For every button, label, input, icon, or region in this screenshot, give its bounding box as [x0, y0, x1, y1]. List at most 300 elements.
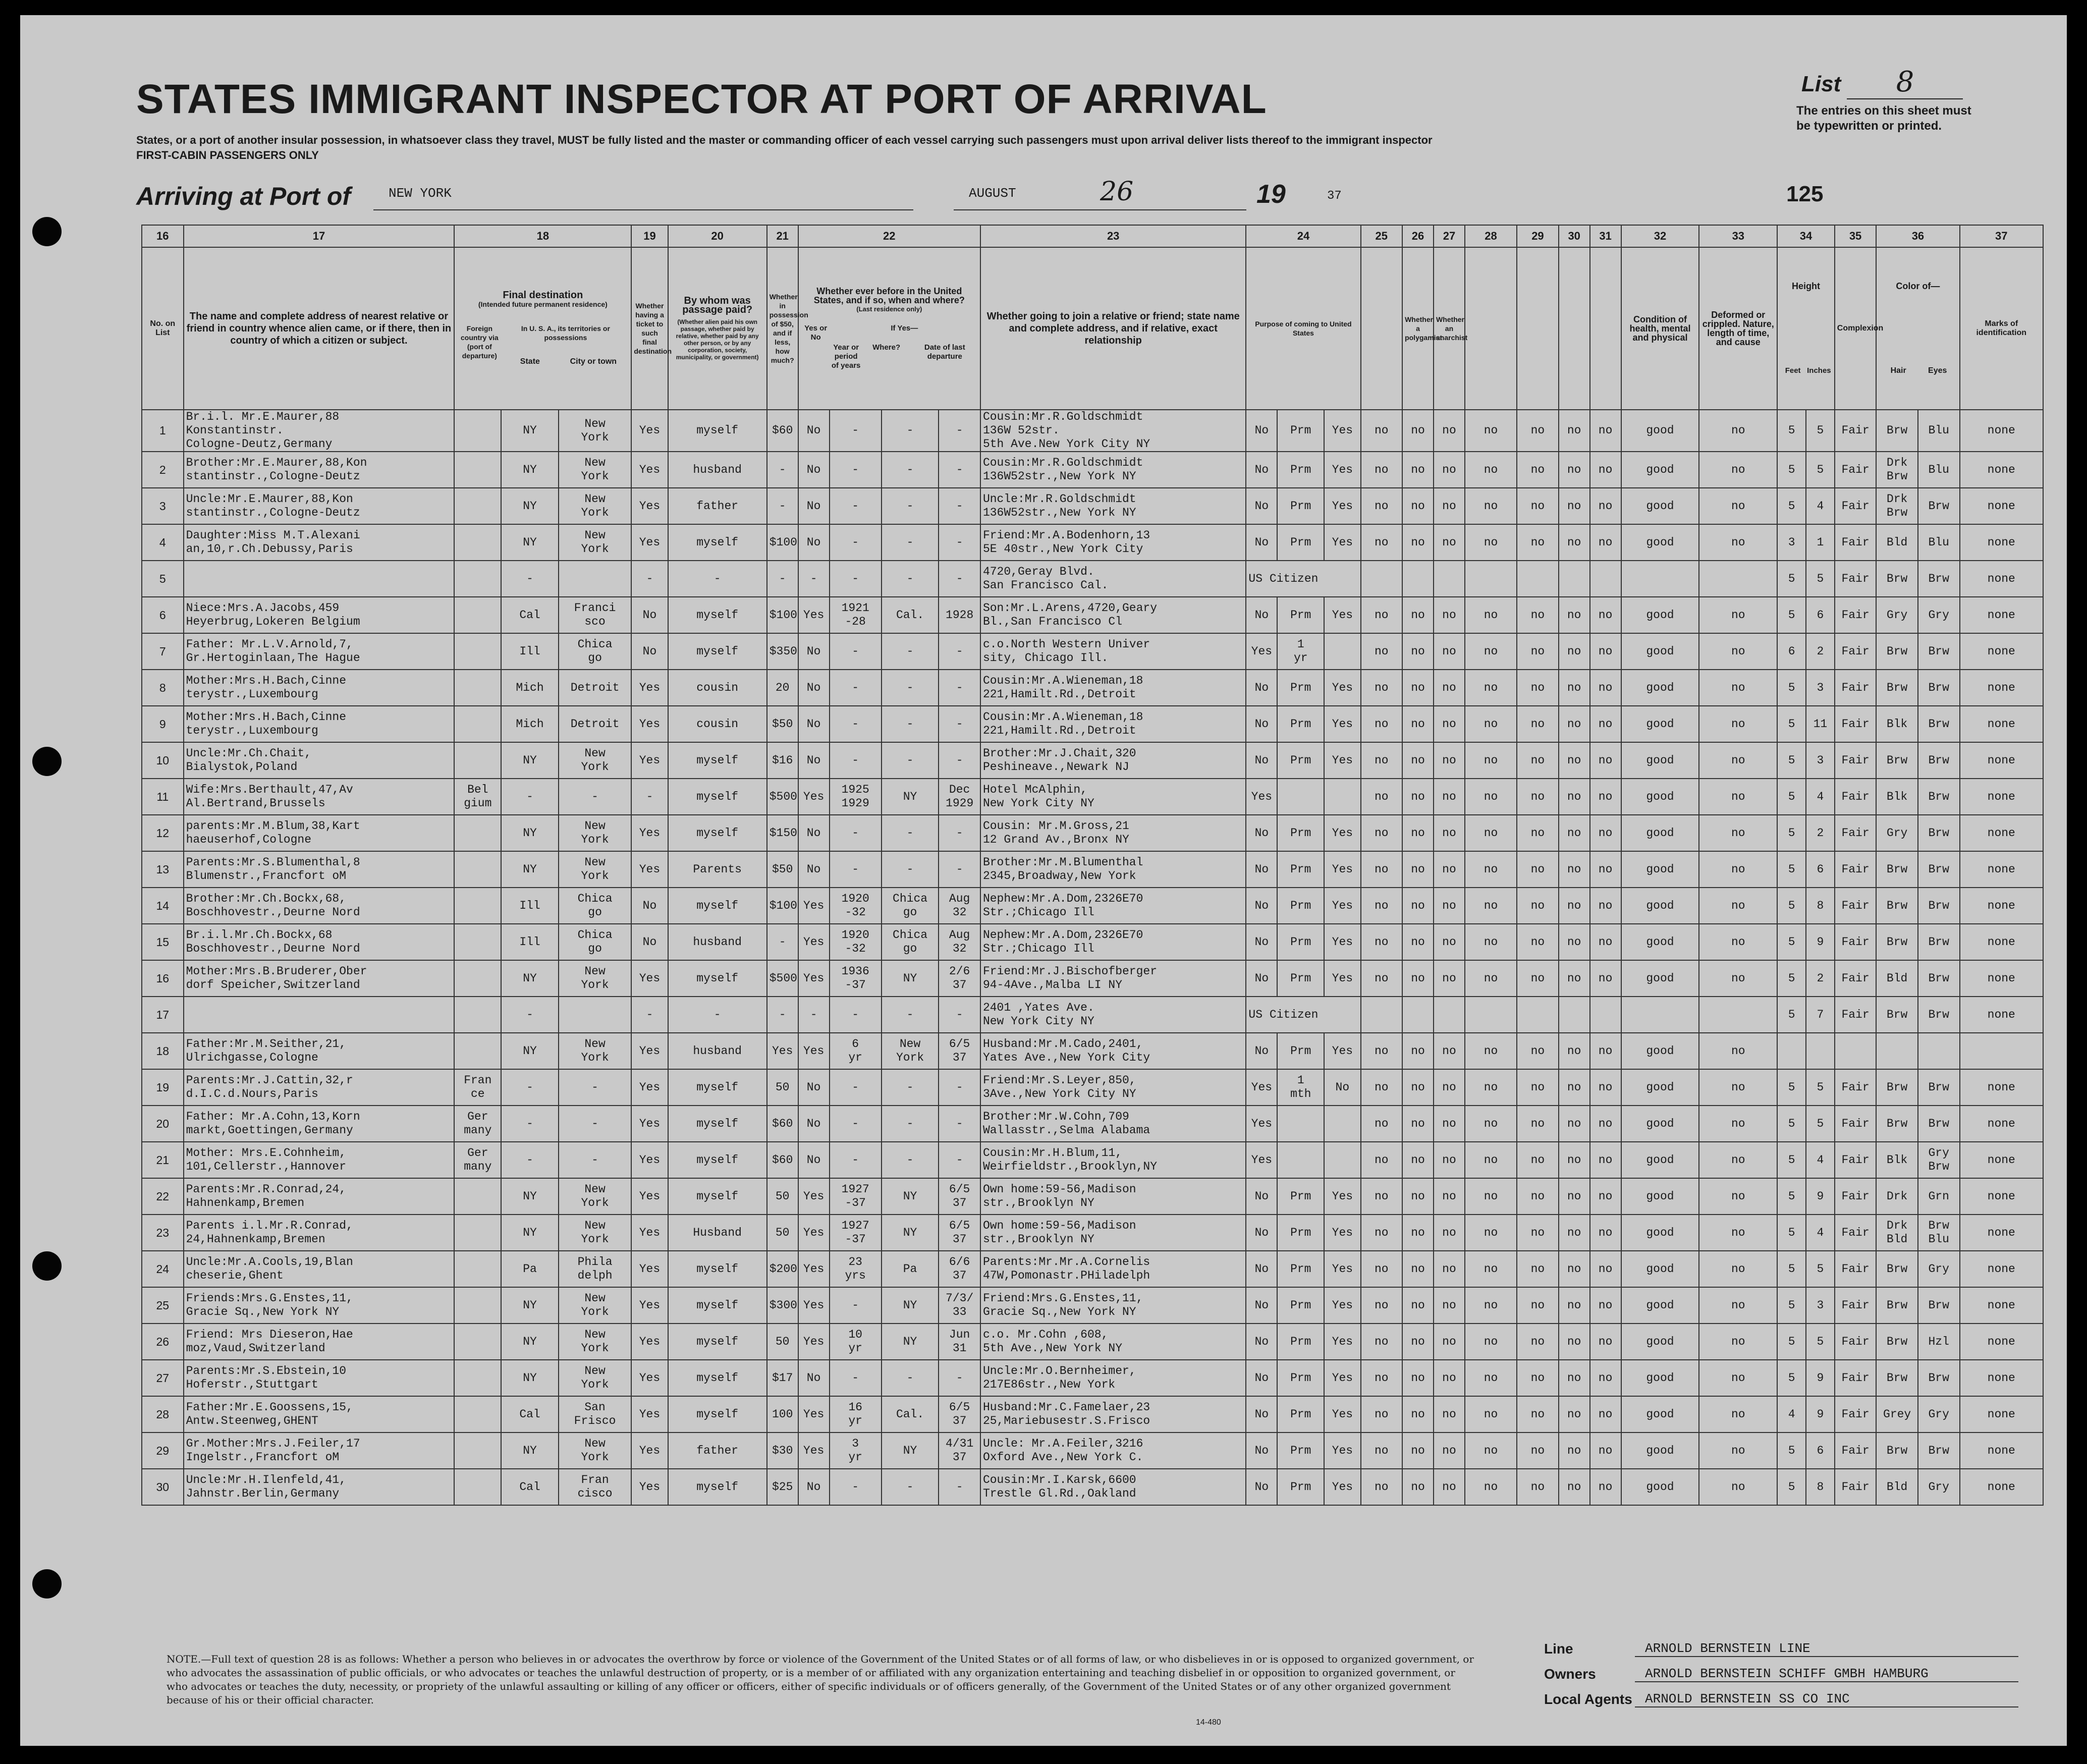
- cell-q31: no: [1590, 452, 1621, 488]
- cell-date-departure: Aug 32: [939, 924, 980, 960]
- cell-purpose-coming: US Citizen: [1246, 997, 1360, 1033]
- cell-years-in-us: -: [830, 742, 882, 779]
- cell-q31: no: [1590, 851, 1621, 888]
- cell-ticket: Yes: [631, 524, 668, 561]
- cell-date-departure: 6/5 37: [939, 1215, 980, 1251]
- cell-purpose-coming: No: [1246, 924, 1277, 960]
- cell-deformed: no: [1699, 1033, 1777, 1069]
- cell-health: good: [1621, 670, 1699, 706]
- cell-q30: no: [1559, 1215, 1590, 1251]
- cell-deformed: no: [1699, 1069, 1777, 1106]
- cell-date-departure: 6/6 37: [939, 1251, 980, 1287]
- cell-polygamist: no: [1402, 597, 1434, 633]
- cell-eye-color: Blu: [1918, 452, 1960, 488]
- cell-money: $100: [767, 597, 798, 633]
- cell-hair-color: Brw: [1876, 410, 1918, 452]
- cell-joining: Nephew:Mr.A.Dom,2326E70 Str.;Chicago Ill: [980, 924, 1246, 960]
- cell-joining: Cousin:Mr.I.Karsk,6600 Trestle Gl.Rd.,Oakland: [980, 1469, 1246, 1505]
- cell-paid-by: cousin: [668, 706, 767, 742]
- cell-q28: no: [1465, 670, 1517, 706]
- cell-where-in-us: NY: [882, 1215, 939, 1251]
- cell-length-of-stay: Prm: [1277, 1251, 1324, 1287]
- cell-q31: no: [1590, 815, 1621, 851]
- footer-note: NOTE.—Full text of question 28 is as follows: Whether a person who believes in or advocates the overthrow by force or violence of the Government of the United States or of all forms of law, or who disbelieves in or is opposed to organized government, or who advocates the assassination of public officials, or who advocates or teaches the unlawful destruction of property, or is a member of or affiliated with any organization entertaining and teaching disbelief in or opposition to organized government, or who advocates or teaches the duty, necessity, or propriety of the unlawful assaulting or killing of any officer or officers, either of specific individuals or of officers generally, of the Government of the United States or of any other organized government because of his or their official character.: [167, 1653, 1474, 1706]
- cell-joining: Husband:Mr.M.Cado,2401, Yates Ave.,New York City: [980, 1033, 1246, 1069]
- list-number: 8: [1847, 66, 1963, 99]
- cell-years-in-us: -: [830, 1360, 882, 1396]
- cell-q29: no: [1517, 597, 1559, 633]
- cell-joining: Son:Mr.L.Arens,4720,Geary Bl.,San Francisco Cl: [980, 597, 1246, 633]
- cell-eye-color: Brw: [1918, 706, 1960, 742]
- cell-where-in-us: -: [882, 997, 939, 1033]
- cell-hair-color: Brw: [1876, 1324, 1918, 1360]
- cell-hair-color: Blk: [1876, 1142, 1918, 1178]
- cell-money: $100: [767, 524, 798, 561]
- cell-deformed: no: [1699, 1106, 1777, 1142]
- cell-q30: no: [1559, 1469, 1590, 1505]
- cell-state: NY: [501, 960, 559, 997]
- cell-paid-by: husband: [668, 1033, 767, 1069]
- cell-relative-abroad: Uncle:Mr.H.Ilenfeld,41, Jahnstr.Berlin,Germany: [184, 1469, 455, 1505]
- cell-purpose-coming: No: [1246, 524, 1277, 561]
- cell-paid-by: father: [668, 488, 767, 524]
- header-foreign-country: Foreign country via (port of departure): [461, 324, 499, 360]
- cell-q29: no: [1517, 924, 1559, 960]
- cell-where-in-us: -: [882, 742, 939, 779]
- cell-hair-color: Brw: [1876, 924, 1918, 960]
- cell-q28: [1465, 561, 1517, 597]
- cell-complexion: Fair: [1835, 670, 1877, 706]
- col-num: 22: [798, 225, 980, 247]
- col-num: 29: [1517, 225, 1559, 247]
- cell-city: San Frisco: [559, 1396, 632, 1432]
- cell-marks: none: [1960, 851, 2043, 888]
- cell-relative-abroad: Friends:Mrs.G.Enstes,11, Gracie Sq.,New York NY: [184, 1287, 455, 1324]
- cell-length-of-stay: Prm: [1277, 924, 1324, 960]
- cell-height-inches: 5: [1806, 1251, 1835, 1287]
- cell-where-in-us: -: [882, 1360, 939, 1396]
- col-num: 21: [767, 225, 798, 247]
- cell-purpose-coming: No: [1246, 1324, 1277, 1360]
- cell-years-in-us: -: [830, 452, 882, 488]
- header-final-destination: [454, 247, 631, 410]
- cell-state: Mich: [501, 670, 559, 706]
- cell-q31: no: [1590, 410, 1621, 452]
- table-row: [142, 779, 2043, 815]
- cell-length-of-stay: Prm: [1277, 742, 1324, 779]
- cell-city: New York: [559, 1432, 632, 1469]
- header-col-29: [1517, 247, 1559, 410]
- cell-relative-abroad: Mother:Mrs.H.Bach,Cinne terystr.,Luxembourg: [184, 670, 455, 706]
- cell-eye-color: Brw: [1918, 561, 1960, 597]
- cell-q25: no: [1361, 1360, 1403, 1396]
- cell-q28: [1465, 997, 1517, 1033]
- cell-hair-color: Brw: [1876, 1432, 1918, 1469]
- cell-height-inches: 1: [1806, 524, 1835, 561]
- cell-health: good: [1621, 1178, 1699, 1215]
- cell-joining: Brother:Mr.M.Blumenthal 2345,Broadway,New York: [980, 851, 1246, 888]
- cell-ticket: Yes: [631, 488, 668, 524]
- cell-polygamist: no: [1402, 742, 1434, 779]
- cell-hair-color: Brw: [1876, 742, 1918, 779]
- cell-state: NY: [501, 1432, 559, 1469]
- cell-q28: no: [1465, 1324, 1517, 1360]
- cell-q25: no: [1361, 633, 1403, 670]
- table-row: [142, 1469, 2043, 1505]
- cell-years-in-us: 23 yrs: [830, 1251, 882, 1287]
- cell-purpose-coming: No: [1246, 410, 1277, 452]
- cell-complexion: Fair: [1835, 997, 1877, 1033]
- cell-state: Pa: [501, 1251, 559, 1287]
- owners-label: Owners: [1544, 1666, 1596, 1682]
- cell-state: NY: [501, 524, 559, 561]
- cell-paid-by: myself: [668, 960, 767, 997]
- cell-q31: no: [1590, 706, 1621, 742]
- cell-polygamist: no: [1402, 633, 1434, 670]
- cell-before-us: Yes: [798, 1033, 830, 1069]
- cell-marks: none: [1960, 924, 2043, 960]
- col-num: 28: [1465, 225, 1517, 247]
- cell-foreign-country: Ger many: [454, 1106, 501, 1142]
- cell-state: Ill: [501, 888, 559, 924]
- cell-marks: none: [1960, 410, 2043, 452]
- cell-height-feet: 5: [1777, 1142, 1806, 1178]
- cell-q28: no: [1465, 1106, 1517, 1142]
- cell-eye-color: Brw: [1918, 1287, 1960, 1324]
- cell-polygamist: no: [1402, 1396, 1434, 1432]
- cell-polygamist: no: [1402, 960, 1434, 997]
- cell-row-number: 30: [142, 1469, 184, 1505]
- cell-where-in-us: -: [882, 1106, 939, 1142]
- cell-foreign-country: [454, 742, 501, 779]
- table-row: [142, 597, 2043, 633]
- cell-q28: no: [1465, 597, 1517, 633]
- cell-q30: [1559, 997, 1590, 1033]
- cell-q29: [1517, 997, 1559, 1033]
- cell-eye-color: Brw: [1918, 851, 1960, 888]
- cell-intends-remain: [1324, 779, 1360, 815]
- cell-ticket: No: [631, 633, 668, 670]
- cell-relative-abroad: Father:Mr.M.Seither,21, Ulrichgasse,Cologne: [184, 1033, 455, 1069]
- cell-height-inches: 9: [1806, 924, 1835, 960]
- cell-q28: no: [1465, 888, 1517, 924]
- cell-q31: no: [1590, 1396, 1621, 1432]
- cell-state: NY: [501, 488, 559, 524]
- cell-paid-by: husband: [668, 924, 767, 960]
- cell-height-feet: 5: [1777, 597, 1806, 633]
- cell-deformed: no: [1699, 1287, 1777, 1324]
- cell-paid-by: -: [668, 561, 767, 597]
- cell-health: good: [1621, 742, 1699, 779]
- cell-paid-by: myself: [668, 779, 767, 815]
- cell-where-in-us: Chica go: [882, 924, 939, 960]
- cell-anarchist: no: [1434, 924, 1465, 960]
- cell-years-in-us: -: [830, 851, 882, 888]
- cell-city: New York: [559, 524, 632, 561]
- cell-q29: no: [1517, 888, 1559, 924]
- cell-hair-color: Blk: [1876, 706, 1918, 742]
- cell-city: Detroit: [559, 706, 632, 742]
- cell-paid-by: myself: [668, 1469, 767, 1505]
- cell-q31: no: [1590, 1069, 1621, 1106]
- cell-height-feet: 5: [1777, 1178, 1806, 1215]
- cell-paid-by: Husband: [668, 1215, 767, 1251]
- cell-q28: no: [1465, 779, 1517, 815]
- cell-before-us: No: [798, 633, 830, 670]
- cell-health: good: [1621, 1396, 1699, 1432]
- cell-height-feet: [1777, 1033, 1806, 1069]
- cell-state: Cal: [501, 597, 559, 633]
- cell-q31: no: [1590, 1178, 1621, 1215]
- cell-hair-color: Bld: [1876, 960, 1918, 997]
- cell-q28: no: [1465, 1178, 1517, 1215]
- cell-joining: Brother:Mr.W.Cohn,709 Wallasstr.,Selma Alabama: [980, 1106, 1246, 1142]
- cell-eye-color: Brw: [1918, 924, 1960, 960]
- cell-where-in-us: NY: [882, 1287, 939, 1324]
- cell-before-us: Yes: [798, 1215, 830, 1251]
- cell-q25: no: [1361, 1215, 1403, 1251]
- cell-relative-abroad: parents:Mr.M.Blum,38,Kart haeuserhof,Cologne: [184, 815, 455, 851]
- cell-row-number: 1: [142, 410, 184, 452]
- cell-money: 50: [767, 1178, 798, 1215]
- cell-height-inches: 4: [1806, 779, 1835, 815]
- entries-note: The entries on this sheet must be typewritten or printed.: [1796, 104, 1971, 133]
- line-label: Line: [1544, 1641, 1573, 1657]
- cell-polygamist: no: [1402, 1324, 1434, 1360]
- cell-relative-abroad: Brother:Mr.Ch.Bockx,68, Boschhovestr.,Deurne Nord: [184, 888, 455, 924]
- cell-ticket: Yes: [631, 410, 668, 452]
- cell-foreign-country: [454, 960, 501, 997]
- cell-years-in-us: 1927 -37: [830, 1178, 882, 1215]
- cell-q30: no: [1559, 960, 1590, 997]
- cell-eye-color: Brw: [1918, 888, 1960, 924]
- cell-complexion: Fair: [1835, 851, 1877, 888]
- cell-years-in-us: 1920 -32: [830, 888, 882, 924]
- cell-before-us: No: [798, 815, 830, 851]
- cell-q30: no: [1559, 779, 1590, 815]
- cell-health: good: [1621, 924, 1699, 960]
- cell-row-number: 19: [142, 1069, 184, 1106]
- cell-joining: 2401 ,Yates Ave. New York City NY: [980, 997, 1246, 1033]
- cell-intends-remain: Yes: [1324, 1287, 1360, 1324]
- header-purpose: Purpose of coming to United States: [1246, 247, 1360, 410]
- cell-paid-by: myself: [668, 815, 767, 851]
- cell-state: NY: [501, 1178, 559, 1215]
- cell-polygamist: no: [1402, 815, 1434, 851]
- cell-deformed: no: [1699, 742, 1777, 779]
- cell-where-in-us: NY: [882, 1324, 939, 1360]
- date-underline: [954, 209, 1246, 210]
- cell-q30: no: [1559, 1432, 1590, 1469]
- col-num: 26: [1402, 225, 1434, 247]
- cell-foreign-country: [454, 410, 501, 452]
- cell-q28: no: [1465, 1142, 1517, 1178]
- cell-height-inches: 6: [1806, 1432, 1835, 1469]
- cell-date-departure: 7/3/ 33: [939, 1287, 980, 1324]
- cell-anarchist: no: [1434, 1251, 1465, 1287]
- header-polygamist: Whether a polygamist: [1402, 247, 1434, 410]
- cell-q31: no: [1590, 1287, 1621, 1324]
- cell-where-in-us: NY: [882, 1178, 939, 1215]
- cell-intends-remain: Yes: [1324, 410, 1360, 452]
- cell-height-feet: 5: [1777, 851, 1806, 888]
- agents-label: Local Agents: [1544, 1691, 1632, 1707]
- cell-q31: no: [1590, 633, 1621, 670]
- cell-before-us: Yes: [798, 1324, 830, 1360]
- cell-where-in-us: -: [882, 488, 939, 524]
- cell-purpose-coming: Yes: [1246, 1142, 1277, 1178]
- cell-relative-abroad: Mother:Mrs.H.Bach,Cinne terystr.,Luxembourg: [184, 706, 455, 742]
- cell-complexion: Fair: [1835, 1215, 1877, 1251]
- cell-relative-abroad: Uncle:Mr.A.Cools,19,Blan cheserie,Ghent: [184, 1251, 455, 1287]
- cell-q29: no: [1517, 633, 1559, 670]
- cell-complexion: Fair: [1835, 1360, 1877, 1396]
- table-row: [142, 1215, 2043, 1251]
- cell-anarchist: no: [1434, 706, 1465, 742]
- cell-paid-by: myself: [668, 1396, 767, 1432]
- cell-q28: no: [1465, 1396, 1517, 1432]
- cell-money: -: [767, 452, 798, 488]
- cell-city: Chica go: [559, 924, 632, 960]
- cell-health: good: [1621, 960, 1699, 997]
- cell-polygamist: no: [1402, 670, 1434, 706]
- cell-health: good: [1621, 815, 1699, 851]
- cell-relative-abroad: Friend: Mrs Dieseron,Hae moz,Vaud,Switzerland: [184, 1324, 455, 1360]
- cell-q30: no: [1559, 633, 1590, 670]
- cell-q25: no: [1361, 670, 1403, 706]
- col-num: 32: [1621, 225, 1699, 247]
- cell-ticket: Yes: [631, 960, 668, 997]
- cell-eye-color: Gry: [1918, 597, 1960, 633]
- cell-state: NY: [501, 1324, 559, 1360]
- cell-length-of-stay: Prm: [1277, 410, 1324, 452]
- cell-eye-color: Brw: [1918, 779, 1960, 815]
- cell-city: -: [559, 1069, 632, 1106]
- cell-where-in-us: -: [882, 1069, 939, 1106]
- cell-q29: no: [1517, 742, 1559, 779]
- cell-foreign-country: [454, 488, 501, 524]
- cell-money: $50: [767, 851, 798, 888]
- cell-height-inches: 7: [1806, 997, 1835, 1033]
- cell-q31: no: [1590, 924, 1621, 960]
- cell-height-inches: 11: [1806, 706, 1835, 742]
- cell-city: New York: [559, 1033, 632, 1069]
- cell-paid-by: -: [668, 997, 767, 1033]
- day-value: 26: [1100, 177, 1134, 207]
- cell-relative-abroad: [184, 997, 455, 1033]
- cell-eye-color: Gry: [1918, 1396, 1960, 1432]
- cell-complexion: Fair: [1835, 1069, 1877, 1106]
- cell-state: NY: [501, 742, 559, 779]
- cell-anarchist: no: [1434, 1396, 1465, 1432]
- cell-eye-color: Brw: [1918, 1069, 1960, 1106]
- cell-length-of-stay: Prm: [1277, 960, 1324, 997]
- cell-complexion: Fair: [1835, 888, 1877, 924]
- cell-row-number: 21: [142, 1142, 184, 1178]
- cell-money: 50: [767, 1069, 798, 1106]
- cell-q29: no: [1517, 1106, 1559, 1142]
- cell-q25: no: [1361, 742, 1403, 779]
- cell-anarchist: [1434, 561, 1465, 597]
- cell-row-number: 11: [142, 779, 184, 815]
- cell-polygamist: [1402, 561, 1434, 597]
- cell-q30: no: [1559, 924, 1590, 960]
- before-us-note: (Last residence only): [856, 305, 922, 313]
- cell-before-us: No: [798, 488, 830, 524]
- column-header-row: [142, 247, 2043, 410]
- cell-anarchist: no: [1434, 888, 1465, 924]
- cell-height-inches: 5: [1806, 1069, 1835, 1106]
- cell-hair-color: Drk Brw: [1876, 452, 1918, 488]
- cell-q31: no: [1590, 1106, 1621, 1142]
- cell-marks: none: [1960, 779, 2043, 815]
- cell-before-us: No: [798, 452, 830, 488]
- cell-marks: none: [1960, 1324, 2043, 1360]
- cell-years-in-us: -: [830, 706, 882, 742]
- cell-foreign-country: [454, 1251, 501, 1287]
- cell-foreign-country: [454, 924, 501, 960]
- cell-joining: Cousin:Mr.A.Wieneman,18 221,Hamilt.Rd.,Detroit: [980, 706, 1246, 742]
- cell-hair-color: Gry: [1876, 815, 1918, 851]
- cell-length-of-stay: Prm: [1277, 452, 1324, 488]
- cell-purpose-coming: No: [1246, 488, 1277, 524]
- cell-deformed: no: [1699, 1251, 1777, 1287]
- cell-q29: no: [1517, 1396, 1559, 1432]
- cell-years-in-us: 6 yr: [830, 1033, 882, 1069]
- manifest-sheet: [20, 15, 2067, 1746]
- cell-date-departure: -: [939, 706, 980, 742]
- cell-before-us: No: [798, 706, 830, 742]
- cell-money: $25: [767, 1469, 798, 1505]
- header-no-on-list: No. on List: [142, 247, 184, 410]
- col-num: 18: [454, 225, 631, 247]
- cell-complexion: Fair: [1835, 488, 1877, 524]
- cell-q29: no: [1517, 1360, 1559, 1396]
- cell-complexion: Fair: [1835, 1396, 1877, 1432]
- cell-city: Franci sco: [559, 597, 632, 633]
- cell-money: $500: [767, 960, 798, 997]
- cell-q28: no: [1465, 1360, 1517, 1396]
- cell-intends-remain: Yes: [1324, 488, 1360, 524]
- cell-purpose-coming: No: [1246, 1033, 1277, 1069]
- cell-date-departure: -: [939, 633, 980, 670]
- cell-health: good: [1621, 1215, 1699, 1251]
- cell-q31: no: [1590, 1324, 1621, 1360]
- cell-years-in-us: -: [830, 1287, 882, 1324]
- cell-years-in-us: -: [830, 815, 882, 851]
- cell-intends-remain: Yes: [1324, 924, 1360, 960]
- year-suffix: 37: [1327, 189, 1342, 203]
- cell-q31: no: [1590, 1215, 1621, 1251]
- cell-eye-color: Blu: [1918, 524, 1960, 561]
- cell-intends-remain: Yes: [1324, 742, 1360, 779]
- cell-polygamist: no: [1402, 1106, 1434, 1142]
- cell-deformed: no: [1699, 706, 1777, 742]
- cell-health: good: [1621, 851, 1699, 888]
- cell-hair-color: [1876, 1033, 1918, 1069]
- cell-complexion: Fair: [1835, 633, 1877, 670]
- cell-paid-by: myself: [668, 1251, 767, 1287]
- cell-foreign-country: [454, 561, 501, 597]
- cell-complexion: Fair: [1835, 1106, 1877, 1142]
- cell-foreign-country: Fran ce: [454, 1069, 501, 1106]
- paid-by-label: By whom was passage paid?: [682, 295, 753, 315]
- cell-q30: no: [1559, 670, 1590, 706]
- cell-eye-color: Brw: [1918, 670, 1960, 706]
- cell-purpose-coming: No: [1246, 888, 1277, 924]
- cell-date-departure: -: [939, 524, 980, 561]
- cell-height-inches: 9: [1806, 1178, 1835, 1215]
